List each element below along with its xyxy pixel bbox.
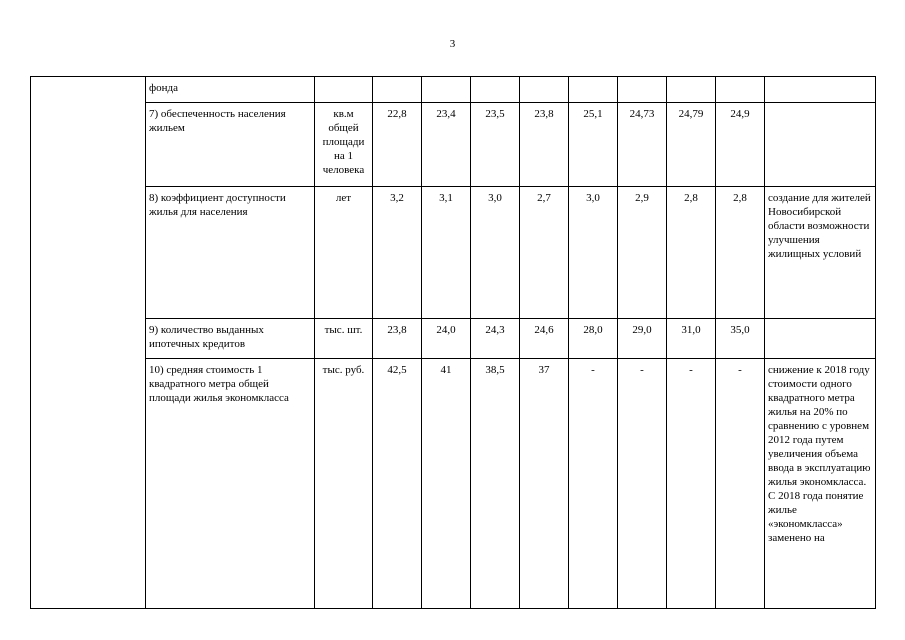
table-row bbox=[31, 319, 876, 359]
value-cell: 24,79 bbox=[667, 103, 716, 187]
value-cell: 24,0 bbox=[422, 319, 471, 359]
value-cell: 42,5 bbox=[373, 359, 422, 609]
value-cell: 31,0 bbox=[667, 319, 716, 359]
indicator-label: фонда bbox=[146, 77, 315, 103]
value-cell bbox=[618, 77, 667, 103]
value-cell bbox=[422, 77, 471, 103]
value-cell: 3,2 bbox=[373, 187, 422, 319]
value-cell: 3,0 bbox=[471, 187, 520, 319]
empty-left-cell bbox=[31, 77, 146, 609]
value-cell: - bbox=[716, 359, 765, 609]
value-cell bbox=[667, 77, 716, 103]
value-cell bbox=[471, 77, 520, 103]
value-cell: 22,8 bbox=[373, 103, 422, 187]
value-cell: 2,8 bbox=[667, 187, 716, 319]
unit-cell bbox=[315, 77, 373, 103]
note-cell: снижение к 2018 году стоимости одного квадратного метра жилья на 20% по сравнению с уровнем 2012 года путем увеличения объема ввода в эксплуатацию жилья экономкласса. С 2018 года понятие жилье «экономкласса» заменено на bbox=[765, 359, 876, 609]
indicator-label: 8) коэффициент доступности жилья для населения bbox=[146, 187, 315, 319]
value-cell: 23,4 bbox=[422, 103, 471, 187]
value-cell: 23,8 bbox=[373, 319, 422, 359]
value-cell: 41 bbox=[422, 359, 471, 609]
note-cell bbox=[765, 77, 876, 103]
unit-cell: кв.м общей площади на 1 человека bbox=[315, 103, 373, 187]
value-cell bbox=[373, 77, 422, 103]
value-cell: 29,0 bbox=[618, 319, 667, 359]
table-row bbox=[31, 103, 876, 187]
value-cell: 24,3 bbox=[471, 319, 520, 359]
value-cell: 3,1 bbox=[422, 187, 471, 319]
page-number: 3 bbox=[449, 38, 456, 50]
value-cell: 24,73 bbox=[618, 103, 667, 187]
value-cell: 24,9 bbox=[716, 103, 765, 187]
value-cell bbox=[520, 77, 569, 103]
value-cell bbox=[569, 77, 618, 103]
indicator-label: 9) количество выданных ипотечных кредитов bbox=[146, 319, 315, 359]
value-cell: 24,6 bbox=[520, 319, 569, 359]
value-cell: - bbox=[569, 359, 618, 609]
indicator-label: 10) средняя стоимость 1 квадратного метра общей площади жилья экономкласса bbox=[146, 359, 315, 609]
table-row bbox=[31, 359, 876, 609]
value-cell: 2,8 bbox=[716, 187, 765, 319]
value-cell: - bbox=[618, 359, 667, 609]
table-row bbox=[31, 77, 876, 103]
value-cell: 23,8 bbox=[520, 103, 569, 187]
value-cell: 2,9 bbox=[618, 187, 667, 319]
value-cell: 28,0 bbox=[569, 319, 618, 359]
value-cell: 37 bbox=[520, 359, 569, 609]
unit-cell: тыс. шт. bbox=[315, 319, 373, 359]
note-cell: создание для жителей Новосибирской области возможности улучшения жилищных условий bbox=[765, 187, 876, 319]
value-cell: 3,0 bbox=[569, 187, 618, 319]
value-cell: 25,1 bbox=[569, 103, 618, 187]
note-cell bbox=[765, 103, 876, 187]
indicators-table bbox=[30, 76, 876, 609]
value-cell: 2,7 bbox=[520, 187, 569, 319]
value-cell bbox=[716, 77, 765, 103]
table-row bbox=[31, 187, 876, 319]
value-cell: 38,5 bbox=[471, 359, 520, 609]
unit-cell: лет bbox=[315, 187, 373, 319]
value-cell: - bbox=[667, 359, 716, 609]
unit-cell: тыс. руб. bbox=[315, 359, 373, 609]
value-cell: 35,0 bbox=[716, 319, 765, 359]
note-cell bbox=[765, 319, 876, 359]
indicator-label: 7) обеспеченность населения жильем bbox=[146, 103, 315, 187]
value-cell: 23,5 bbox=[471, 103, 520, 187]
